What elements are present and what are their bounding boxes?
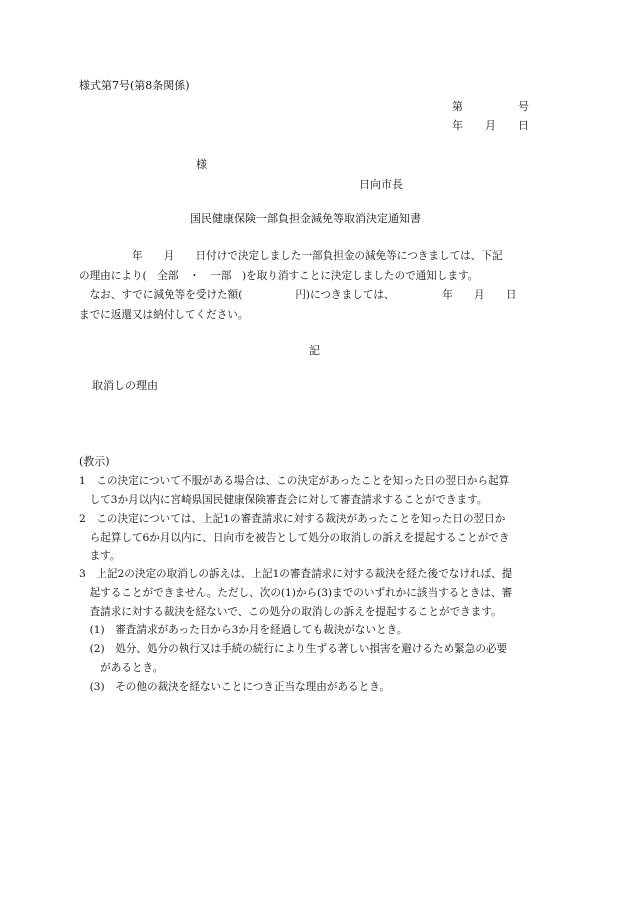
body-line-4: までに返還又は納付してください。 bbox=[79, 309, 249, 321]
reason-label: 取消しの理由 bbox=[92, 379, 158, 392]
addressee-label: 様 bbox=[196, 158, 207, 171]
notice-line: して3か月以内に宮崎県国民健康保険審査会に対して審査請求することができます。 bbox=[79, 494, 488, 506]
body-line-2: の理由により( 全部 ・ 一部 )を取り消すことに決定しましたので通知します。 bbox=[79, 270, 479, 282]
notice-line: ます。 bbox=[79, 550, 121, 562]
notice-line: 2 この決定については、上記1の審査請求に対する裁決があったことを知った日の翌日か bbox=[79, 513, 506, 525]
notice-line: 起することができません。ただし、次の(1)から(3)までのいずれかに該当するときは、審 bbox=[79, 587, 513, 599]
notice-line: ら起算して6か月以内に、日向市を被告として処分の取消しの訴えを提起することができ bbox=[79, 532, 510, 544]
notice-line: (1) 審査請求があった日から3か月を経過しても裁決がないとき。 bbox=[79, 624, 408, 636]
form-id: 様式第7号(第8条関係) bbox=[79, 79, 190, 92]
body-line-1: 年 月 日付けで決定しました一部負担金の減免等につきましては、下記 bbox=[79, 250, 503, 262]
notice-line: 査請求に対する裁決を経ないで、この処分の取消しの訴えを提起することができます。 bbox=[79, 606, 502, 618]
document-title: 国民健康保険一部負担金減免等取消決定通知書 bbox=[190, 212, 421, 225]
notice-line: があるとき。 bbox=[79, 662, 164, 674]
notice-line: 1 この決定について不服がある場合は、この決定があったことを知った日の翌日から起算 bbox=[79, 475, 510, 487]
number-label: 第 号 bbox=[452, 100, 529, 113]
notice-line: 3 上記2の決定の取消しの訴えは、上記1の審査請求に対する裁決を経た後でなければ、提 bbox=[79, 568, 513, 580]
record-label: 記 bbox=[309, 344, 320, 357]
notice-line: (2) 処分、処分の執行又は手続の続行により生ずる著しい損害を避けるため緊急の必要 bbox=[79, 643, 508, 655]
notice-heading: (教示) bbox=[79, 455, 110, 468]
notice-line: (3) その他の裁決を経ないことにつき正当な理由があるとき。 bbox=[79, 681, 390, 693]
date-label: 年 月 日 bbox=[452, 119, 529, 132]
body-line-3: なお、すでに減免等を受けた額( 円)につきましては、 年 月 日 bbox=[79, 289, 517, 301]
issuer: 日向市長 bbox=[359, 178, 403, 191]
